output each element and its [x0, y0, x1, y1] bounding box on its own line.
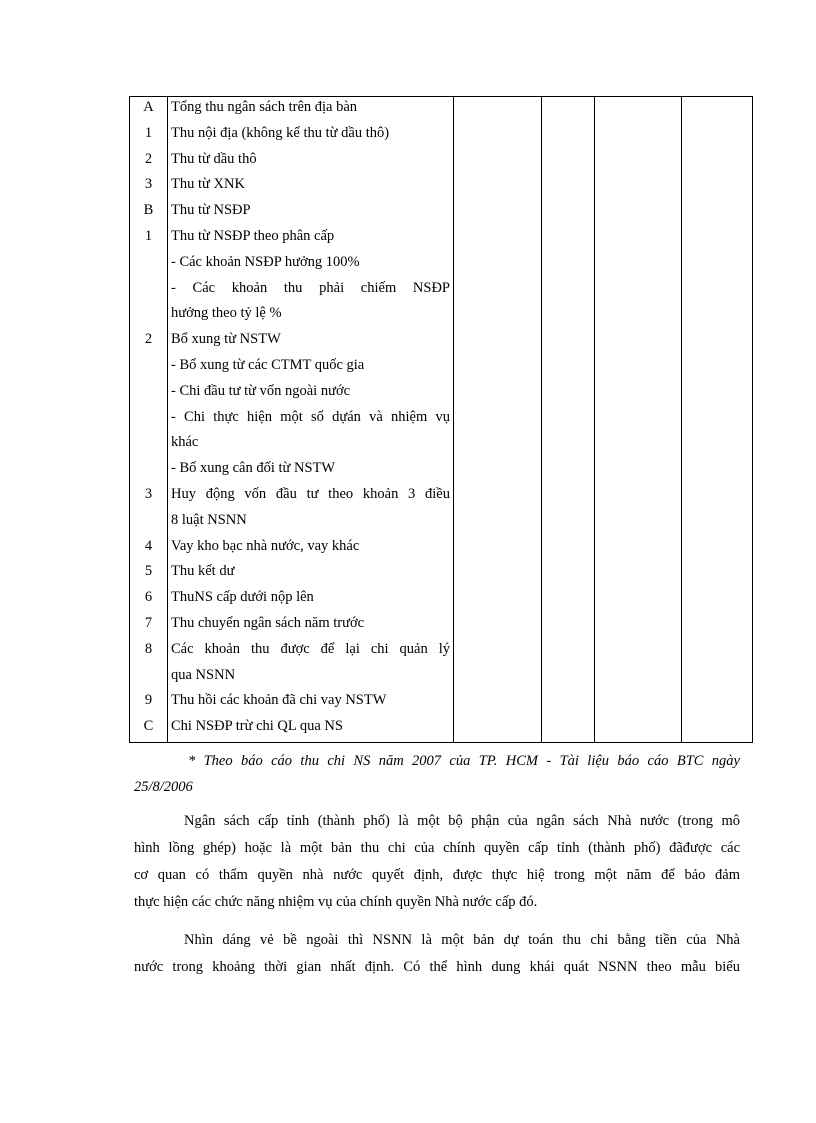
table-row [130, 639, 753, 691]
row-description-line: - Chi thực hiện một số dựán và nhiệm vụ [171, 408, 450, 425]
empty-value-cell [595, 613, 682, 639]
row-index [130, 561, 168, 587]
empty-value-cell [542, 613, 595, 639]
empty-value-cell [542, 329, 595, 355]
empty-value-cell [682, 226, 753, 252]
table-row [130, 149, 753, 175]
empty-value-cell [595, 639, 682, 691]
empty-value-cell [542, 200, 595, 226]
budget-table [129, 96, 753, 743]
row-description [168, 252, 454, 278]
empty-value-cell [454, 329, 542, 355]
row-description [168, 536, 454, 562]
table-row [130, 690, 753, 716]
row-description [168, 458, 454, 484]
empty-value-cell [682, 458, 753, 484]
table-row [130, 97, 753, 123]
row-index-label: 2 [144, 331, 153, 348]
caption-line-2: 25/8/2006 [134, 779, 193, 795]
row-index [130, 278, 168, 330]
row-description-line: Thu từ dầu thô [171, 150, 257, 167]
row-index [130, 200, 168, 226]
table-row [130, 587, 753, 613]
row-description [168, 561, 454, 587]
empty-value-cell [454, 381, 542, 407]
empty-value-cell [454, 690, 542, 716]
empty-value-cell [454, 200, 542, 226]
empty-value-cell [542, 381, 595, 407]
table-row [130, 174, 753, 200]
row-description [168, 587, 454, 613]
empty-value-cell [682, 97, 753, 123]
empty-value-cell [454, 458, 542, 484]
empty-value-cell [595, 561, 682, 587]
row-index-label [130, 252, 167, 278]
empty-value-cell [595, 355, 682, 381]
row-index [130, 174, 168, 200]
row-index-label: 5 [144, 563, 153, 580]
row-index [130, 716, 168, 742]
empty-value-cell [682, 484, 753, 536]
empty-value-cell [542, 536, 595, 562]
row-description-line: - Bổ xung cân đối từ NSTW [171, 460, 336, 477]
empty-value-cell [595, 690, 682, 716]
row-index [130, 536, 168, 562]
row-index [130, 484, 168, 536]
row-description-line: - Các khoản thu phải chiếm NSĐP [171, 279, 450, 296]
empty-value-cell [454, 587, 542, 613]
row-description [168, 484, 454, 536]
row-description [168, 355, 454, 381]
empty-value-cell [542, 690, 595, 716]
empty-value-cell [454, 716, 542, 742]
paragraph-1-line: thực hiện các chức năng nhiệm vụ của chính quyền Nhà nước cấp đó. [134, 894, 538, 910]
empty-value-cell [682, 639, 753, 691]
row-description [168, 407, 454, 459]
empty-value-cell [682, 587, 753, 613]
row-index-label: 9 [144, 692, 153, 709]
empty-value-cell [682, 278, 753, 330]
row-description [168, 174, 454, 200]
empty-value-cell [454, 252, 542, 278]
empty-value-cell [682, 200, 753, 226]
empty-value-cell [595, 536, 682, 562]
row-description [168, 200, 454, 226]
row-index [130, 639, 168, 691]
empty-value-cell [682, 252, 753, 278]
row-description [168, 149, 454, 175]
row-description [168, 690, 454, 716]
row-index [130, 149, 168, 175]
empty-value-cell [454, 174, 542, 200]
table-row [130, 123, 753, 149]
empty-value-cell [595, 149, 682, 175]
row-description-line: qua NSNN [171, 666, 236, 683]
empty-value-cell [454, 536, 542, 562]
row-description-line: - Bổ xung từ các CTMT quốc gia [171, 356, 365, 373]
table-row [130, 381, 753, 407]
table-row [130, 716, 753, 742]
paragraph-1-line: cơ quan có thẩm quyền nhà nước quyết định, được thực hiệ trong một năm để bảo đảm [134, 867, 740, 883]
empty-value-cell [682, 536, 753, 562]
row-index-label: 2 [144, 150, 153, 167]
row-index-label: 4 [144, 537, 153, 554]
empty-value-cell [454, 149, 542, 175]
empty-value-cell [682, 355, 753, 381]
row-description-line: hưởng theo tỷ lệ % [171, 305, 282, 322]
row-description-line: Thu từ XNK [171, 176, 245, 193]
row-index-label: C [143, 718, 154, 735]
empty-value-cell [595, 484, 682, 536]
row-index-label [130, 381, 167, 407]
table-row [130, 561, 753, 587]
row-index-label: B [143, 202, 154, 219]
row-index-label: 1 [144, 227, 153, 244]
paragraph-1 [134, 808, 740, 916]
empty-value-cell [595, 458, 682, 484]
empty-value-cell [542, 639, 595, 691]
row-description-line: Thu hồi các khoản đã chi vay NSTW [171, 692, 387, 709]
empty-value-cell [454, 639, 542, 691]
row-description [168, 381, 454, 407]
empty-value-cell [454, 407, 542, 459]
empty-value-cell [454, 97, 542, 123]
row-description [168, 329, 454, 355]
empty-value-cell [682, 123, 753, 149]
empty-value-cell [454, 561, 542, 587]
empty-value-cell [542, 484, 595, 536]
empty-value-cell [595, 716, 682, 742]
empty-value-cell [595, 174, 682, 200]
paragraph-2 [134, 927, 740, 981]
empty-value-cell [595, 97, 682, 123]
empty-value-cell [454, 123, 542, 149]
empty-value-cell [595, 252, 682, 278]
empty-value-cell [542, 123, 595, 149]
table-row [130, 278, 753, 330]
empty-value-cell [682, 613, 753, 639]
row-index-label: A [143, 99, 154, 115]
empty-value-cell [542, 226, 595, 252]
row-index-label [130, 458, 167, 484]
empty-value-cell [682, 561, 753, 587]
empty-value-cell [595, 587, 682, 613]
empty-value-cell [682, 690, 753, 716]
row-index [130, 458, 168, 484]
row-index [130, 97, 168, 123]
paragraph-2-line: nước trong khoảng thời gian nhất định. Có thể hình dung khái quát NSNN theo mẫu biểu [134, 959, 740, 975]
row-index [130, 587, 168, 613]
row-index [130, 226, 168, 252]
row-index-label [130, 278, 167, 304]
table-row [130, 329, 753, 355]
row-description-line: khác [171, 434, 199, 451]
row-description-line: - Chi đầu tư từ vốn ngoài nước [171, 382, 351, 399]
row-index-label [130, 407, 167, 433]
empty-value-cell [542, 174, 595, 200]
row-description [168, 639, 454, 691]
row-description-line: - Các khoản NSĐP hưởng 100% [171, 253, 360, 270]
table-row [130, 252, 753, 278]
row-index [130, 355, 168, 381]
empty-value-cell [454, 355, 542, 381]
empty-value-cell [682, 174, 753, 200]
table-caption [134, 748, 740, 800]
table-row [130, 407, 753, 459]
table-row [130, 355, 753, 381]
row-description-line: Thu chuyển ngân sách năm trước [171, 614, 365, 631]
empty-value-cell [542, 149, 595, 175]
empty-value-cell [595, 381, 682, 407]
row-description-line: 8 luật NSNN [171, 511, 247, 528]
row-index-label: 7 [144, 614, 153, 631]
row-index [130, 613, 168, 639]
table-row [130, 458, 753, 484]
empty-value-cell [542, 587, 595, 613]
row-description-line: Huy động vốn đầu tư theo khoản 3 điều [171, 485, 450, 502]
row-description-line: Thu từ NSĐP [171, 202, 251, 219]
empty-value-cell [542, 716, 595, 742]
empty-value-cell [542, 278, 595, 330]
empty-value-cell [542, 561, 595, 587]
empty-value-cell [682, 716, 753, 742]
row-description [168, 97, 454, 123]
row-index-label [130, 355, 167, 381]
row-index-label: 3 [144, 485, 153, 502]
row-description-line: Tổng thu ngân sách trên địa bàn [171, 99, 358, 115]
row-description [168, 226, 454, 252]
row-description-line: Các khoản thu được để lại chi quản lý [171, 640, 450, 657]
row-index-label: 8 [144, 640, 153, 657]
table-row [130, 613, 753, 639]
empty-value-cell [454, 278, 542, 330]
row-index [130, 123, 168, 149]
caption-line-1: * Theo báo cáo thu chi NS năm 2007 của TP. HCM - Tài liệu báo cáo BTC ngày [188, 753, 740, 769]
empty-value-cell [595, 200, 682, 226]
row-description [168, 613, 454, 639]
row-description [168, 278, 454, 330]
paragraph-1-line: Ngân sách cấp tỉnh (thành phố) là một bộ phận của ngân sách Nhà nước (trong mô [184, 813, 740, 829]
row-description [168, 123, 454, 149]
empty-value-cell [595, 407, 682, 459]
row-description-line: ThuNS cấp dưới nộp lên [171, 589, 314, 606]
row-index-label: 1 [144, 124, 153, 141]
empty-value-cell [454, 226, 542, 252]
row-index [130, 381, 168, 407]
row-description-line: Thu nội địa (không kể thu từ dầu thô) [171, 124, 390, 141]
row-index [130, 329, 168, 355]
empty-value-cell [595, 123, 682, 149]
empty-value-cell [595, 329, 682, 355]
empty-value-cell [682, 381, 753, 407]
table-row [130, 226, 753, 252]
empty-value-cell [542, 252, 595, 278]
empty-value-cell [454, 613, 542, 639]
empty-value-cell [542, 407, 595, 459]
table-row [130, 536, 753, 562]
empty-value-cell [542, 355, 595, 381]
empty-value-cell [542, 458, 595, 484]
row-description-line: Bổ xung từ NSTW [171, 331, 281, 348]
row-index-label: 3 [144, 176, 153, 193]
row-index [130, 407, 168, 459]
empty-value-cell [595, 226, 682, 252]
empty-value-cell [682, 407, 753, 459]
row-index-label: 6 [144, 589, 153, 606]
paragraph-2-line: Nhìn dáng vẻ bề ngoài thì NSNN là một bản dự toán thu chi bằng tiền của Nhà [184, 932, 740, 948]
empty-value-cell [682, 149, 753, 175]
row-description-line: Thu kết dư [171, 563, 235, 580]
row-description-line: Thu từ NSĐP theo phân cấp [171, 227, 335, 244]
empty-value-cell [595, 278, 682, 330]
row-index [130, 252, 168, 278]
empty-value-cell [454, 484, 542, 536]
table-row [130, 484, 753, 536]
table-row [130, 200, 753, 226]
paragraph-1-line: hình lồng ghép) hoặc là một bản thu chi của chính quyền cấp tỉnh (thành phố) đãđược các [134, 840, 740, 856]
row-index [130, 690, 168, 716]
row-description [168, 716, 454, 742]
empty-value-cell [542, 97, 595, 123]
row-description-line: Vay kho bạc nhà nước, vay khác [171, 537, 360, 554]
row-description-line: Chi NSĐP trừ chi QL qua NS [171, 718, 343, 735]
empty-value-cell [682, 329, 753, 355]
